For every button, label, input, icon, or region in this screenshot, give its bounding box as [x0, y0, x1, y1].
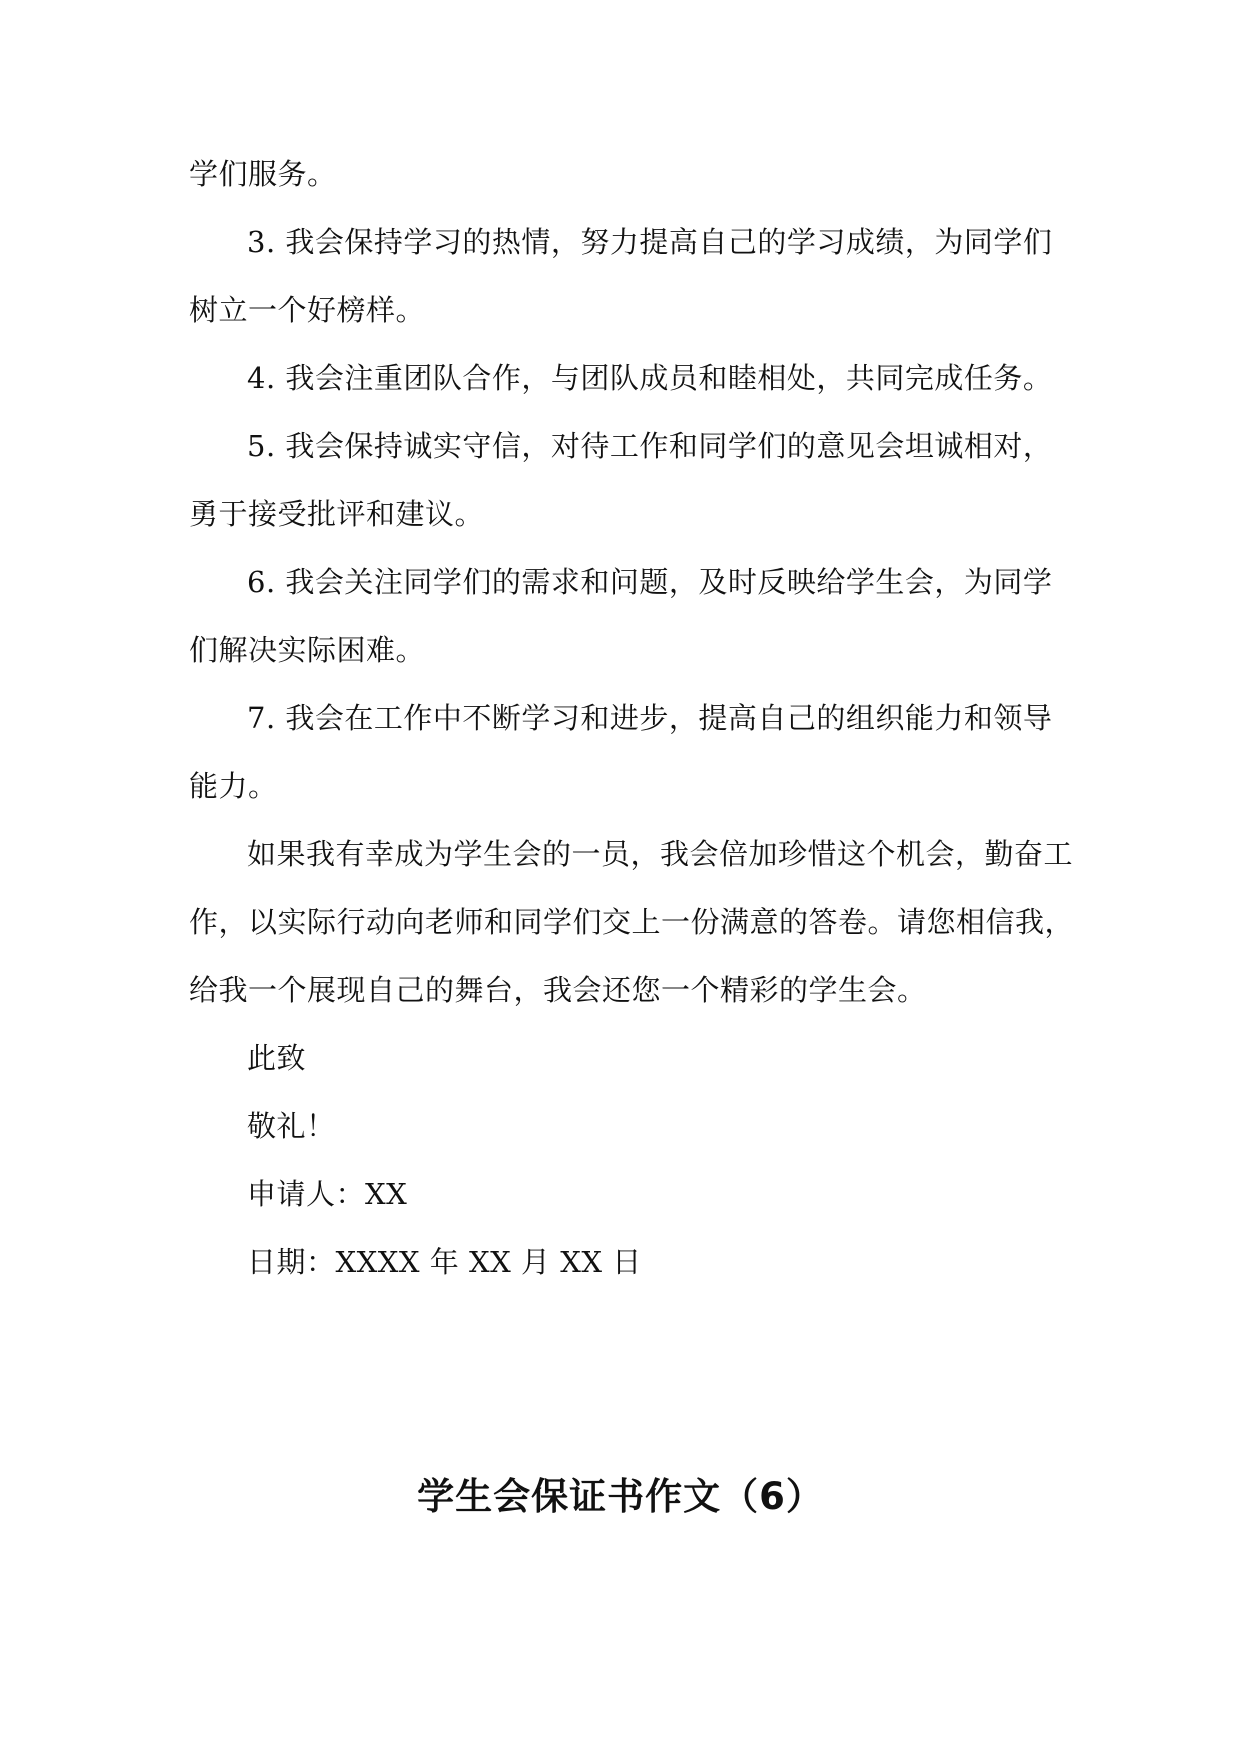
applicant-line: 申请人：XX	[247, 1177, 408, 1211]
list-item-4: 4. 我会注重团队合作，与团队成员和睦相处，共同完成任务。	[247, 361, 1053, 395]
regards: 敬礼！	[247, 1109, 336, 1143]
paragraph-line: 们解决实际困难。	[189, 633, 426, 667]
paragraph-line: 勇于接受批评和建议。	[189, 497, 485, 531]
section-heading: 学生会保证书作文（6）	[417, 1475, 824, 1518]
salutation: 此致	[247, 1041, 307, 1075]
list-item-3: 3. 我会保持学习的热情，努力提高自己的学习成绩，为同学们	[247, 225, 1053, 259]
paragraph-line: 能力。	[189, 769, 278, 803]
date-line: 日期：XXXX 年 XX 月 XX 日	[247, 1245, 642, 1279]
paragraph-line: 树立一个好榜样。	[189, 293, 426, 327]
list-item-6: 6. 我会关注同学们的需求和问题，及时反映给学生会，为同学	[247, 565, 1053, 599]
list-item-5: 5. 我会保持诚实守信，对待工作和同学们的意见会坦诚相对，	[247, 429, 1053, 463]
list-item-7: 7. 我会在工作中不断学习和进步，提高自己的组织能力和领导	[247, 701, 1053, 735]
closing-paragraph-line: 给我一个展现自己的舞台，我会还您一个精彩的学生会。	[189, 973, 927, 1007]
closing-paragraph-line: 如果我有幸成为学生会的一员，我会倍加珍惜这个机会，勤奋工	[247, 837, 1074, 871]
paragraph-line: 学们服务。	[189, 157, 337, 191]
closing-paragraph-line: 作，以实际行动向老师和同学们交上一份满意的答卷。请您相信我，	[189, 905, 1075, 939]
